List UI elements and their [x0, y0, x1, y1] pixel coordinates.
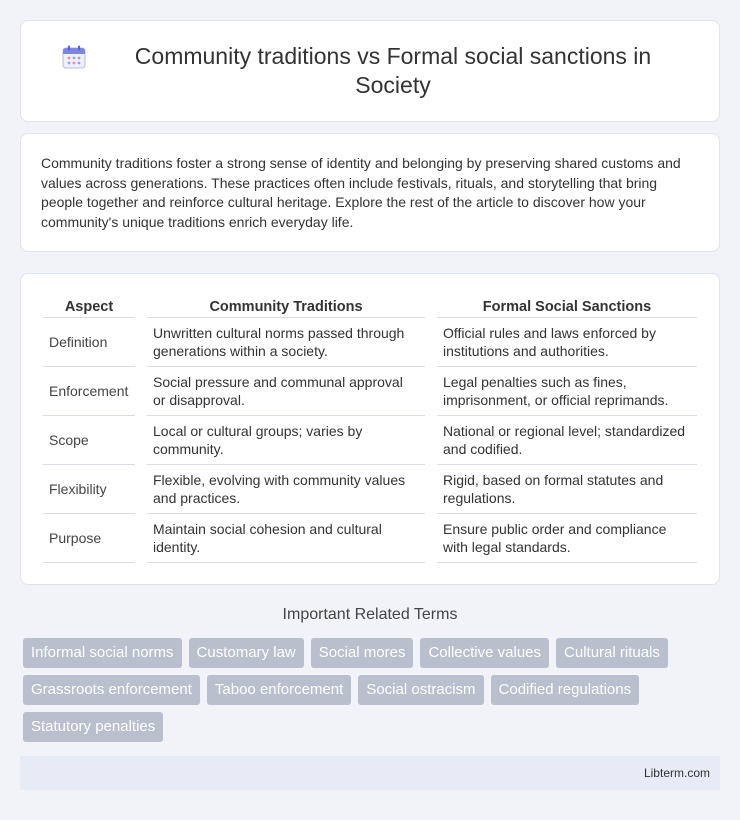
related-term-tag[interactable]: Social mores — [311, 638, 414, 668]
row-aspect: Enforcement — [43, 367, 135, 416]
related-terms-tags — [23, 638, 723, 742]
row-aspect: Definition — [43, 318, 135, 367]
related-term-tag[interactable]: Cultural rituals — [556, 638, 668, 668]
row-aspect: Flexibility — [43, 465, 135, 514]
column-header-aspect: Aspect — [43, 296, 135, 318]
community-traditions-cell: Local or cultural groups; varies by community. — [147, 416, 425, 465]
calendar-icon — [61, 44, 87, 70]
column-header-community-traditions: Community Traditions — [147, 296, 425, 318]
intro-card — [20, 133, 720, 252]
table-row — [43, 514, 697, 563]
formal-sanctions-cell: Rigid, based on formal statutes and regulations. — [437, 465, 697, 514]
related-term-tag[interactable]: Codified regulations — [491, 675, 640, 705]
formal-sanctions-cell: Official rules and laws enforced by institutions and authorities. — [437, 318, 697, 367]
column-header-formal-social-sanctions: Formal Social Sanctions — [437, 296, 697, 318]
formal-sanctions-cell: National or regional level; standardized and codified. — [437, 416, 697, 465]
comparison-table-card — [20, 273, 720, 585]
title-wrap — [61, 42, 679, 100]
comparison-table — [43, 296, 697, 563]
formal-sanctions-cell: Legal penalties such as fines, imprisonment, or official reprimands. — [437, 367, 697, 416]
table-row — [43, 465, 697, 514]
intro-paragraph: Community traditions foster a strong sense of identity and belonging by preserving shared customs and values across generations. These practices often include festivals, rituals, and storytelling that bring people together and reinforce cultural heritage. Explore the rest of the article to discover how your community's unique traditions enrich everyday life. — [41, 155, 681, 230]
related-term-tag[interactable]: Collective values — [420, 638, 549, 668]
page-title: Community traditions vs Formal social sanctions in Society — [134, 43, 652, 98]
row-aspect: Purpose — [43, 514, 135, 563]
community-traditions-cell: Flexible, evolving with community values and practices. — [147, 465, 425, 514]
table-row — [43, 416, 697, 465]
related-term-tag[interactable]: Statutory penalties — [23, 712, 163, 742]
title-card — [20, 20, 720, 122]
related-term-tag[interactable]: Social ostracism — [358, 675, 483, 705]
footer-brand-link[interactable]: Libterm.com — [643, 766, 710, 780]
formal-sanctions-cell: Ensure public order and compliance with legal standards. — [437, 514, 697, 563]
related-terms-heading: Important Related Terms — [282, 606, 458, 623]
community-traditions-cell: Unwritten cultural norms passed through generations within a society. — [147, 318, 425, 367]
related-term-tag[interactable]: Customary law — [189, 638, 304, 668]
related-term-tag[interactable]: Informal social norms — [23, 638, 182, 668]
row-aspect: Scope — [43, 416, 135, 465]
table-row — [43, 367, 697, 416]
footer-bar — [20, 756, 720, 790]
related-term-tag[interactable]: Taboo enforcement — [207, 675, 351, 705]
community-traditions-cell: Social pressure and communal approval or disapproval. — [147, 367, 425, 416]
table-header-row — [43, 296, 697, 318]
table-row — [43, 318, 697, 367]
community-traditions-cell: Maintain social cohesion and cultural identity. — [147, 514, 425, 563]
related-term-tag[interactable]: Grassroots enforcement — [23, 675, 200, 705]
